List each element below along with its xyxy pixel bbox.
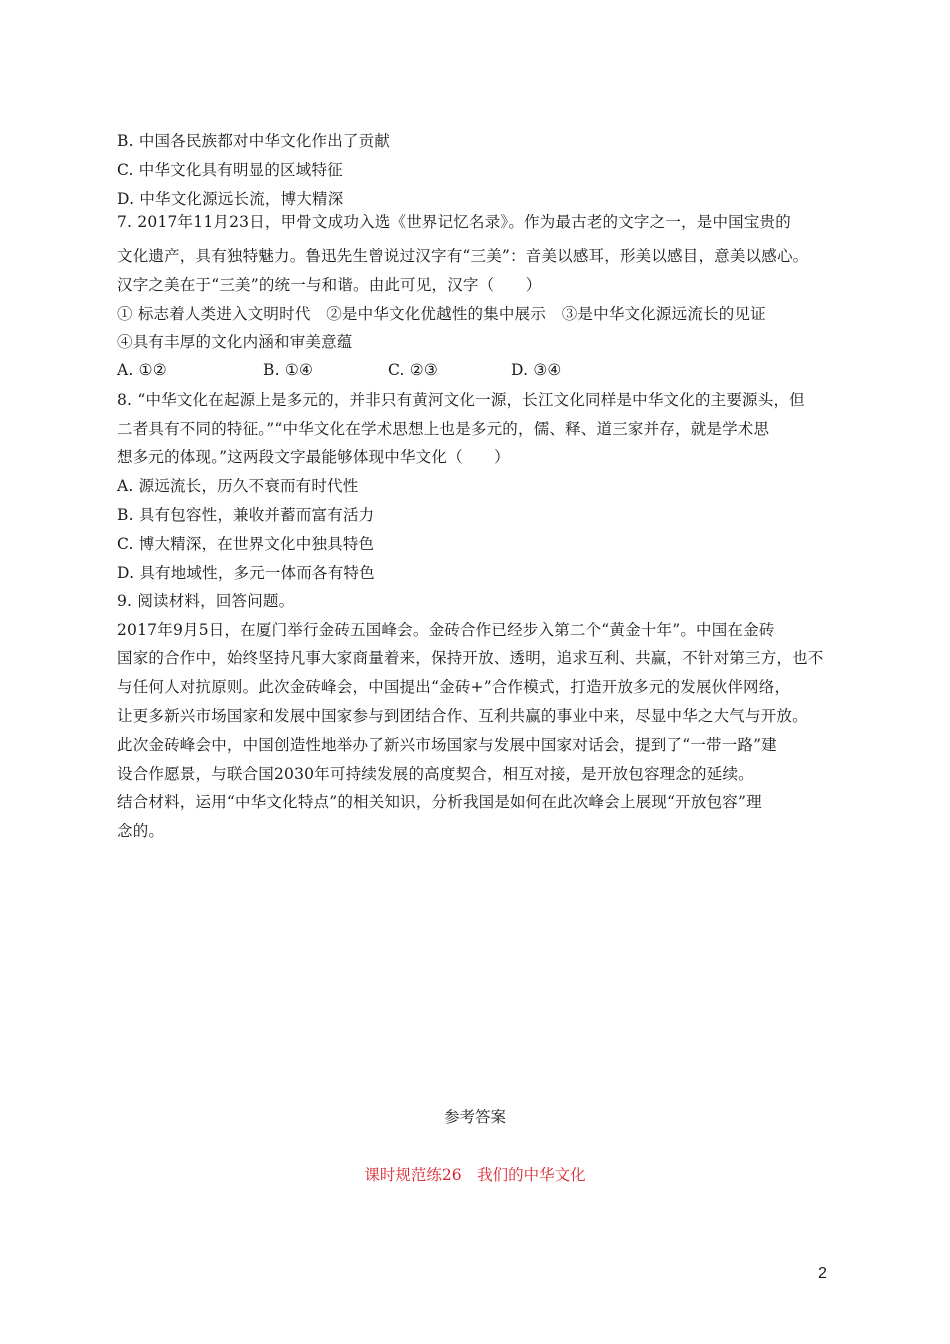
question-9-line: 9. 阅读材料，回答问题。 [117,592,295,610]
question-8-line: 8. “中华文化在起源上是多元的，并非只有黄河文化一源，长江文化同样是中华文化的主要源头，但 [117,391,805,409]
question-9-line: 与任何人对抗原则。此次金砖峰会，中国提出“金砖+”合作模式，打造开放多元的发展伙伴网络， [117,678,791,696]
option-c: C. 博大精深，在世界文化中独具特色 [117,535,375,553]
question-7-line: ① 标志着人类进入文明时代 ②是中华文化优越性的集中展示 ③是中华文化源远流长的见证 [117,305,766,323]
option-c: C. 中华文化具有明显的区域特征 [117,161,343,179]
answers-heading: 参考答案 [443,1108,506,1126]
question-9-line: 结合材料，运用“中华文化特点”的相关知识，分析我国是如何在此次峰会上展现“开放包容”理 [117,793,762,811]
option-a: A. ①② [117,361,167,379]
option-b: B. 具有包容性，兼收并蓄而富有活力 [117,506,375,524]
question-9-line: 设合作愿景，与联合国2030年可持续发展的高度契合，相互对接，是开放包容理念的延续。 [117,765,754,783]
question-9-line: 国家的合作中，始终坚持凡事大家商量着来，保持开放、透明，追求互利、共赢，不针对第三方，也不 [117,649,824,667]
option-b: B. ①④ [263,361,314,379]
question-9-line: 念的。 [117,822,165,840]
question-7-options [117,360,562,380]
lesson-title: 课时规范练26 我们的中华文化 [364,1166,586,1184]
option-c: C. ②③ [388,361,438,379]
question-7-line: ④具有丰厚的文化内涵和审美意蕴 [117,333,353,351]
question-7-line: 7. 2017年11月23日，甲骨文成功入选《世界记忆名录》。作为最古老的文字之一，是中国宝贵的 [117,213,791,231]
option-b: B. 中国各民族都对中华文化作出了贡献 [117,132,391,150]
question-8-line: 想多元的体现。”这两段文字最能够体现中华文化（ ） [117,448,510,466]
question-9-line: 2017年9月5日，在厦门举行金砖五国峰会。金砖合作已经步入第二个“黄金十年”。中国在金砖 [117,621,775,639]
question-9-line: 让更多新兴市场国家和发展中国家参与到团结合作、互利共赢的事业中来，尽显中华之大气与开放。 [117,707,808,725]
option-d: D. 中华文化源远长流，博大精深 [117,190,344,208]
option-d: D. ③④ [511,361,562,379]
page-number: 2 [818,1265,827,1282]
question-8-line: 二者具有不同的特征。”“中华文化在学术思想上也是多元的，儒、释、道三家并存，就是学术思 [117,420,770,438]
option-a: A. 源远流长，历久不衰而有时代性 [117,477,359,495]
question-7-line: 汉字之美在于“三美”的统一与和谐。由此可见，汉字（ ） [117,276,542,294]
option-d: D. 具有地域性，多元一体而各有特色 [117,564,375,582]
question-7-line: 文化遗产，具有独特魅力。鲁迅先生曾说过汉字有“三美”：音美以感耳，形美以感目，意美以感心。 [117,247,809,265]
question-9-line: 此次金砖峰会中，中国创造性地举办了新兴市场国家与发展中国家对话会，提到了“一带一路”建 [117,736,777,754]
